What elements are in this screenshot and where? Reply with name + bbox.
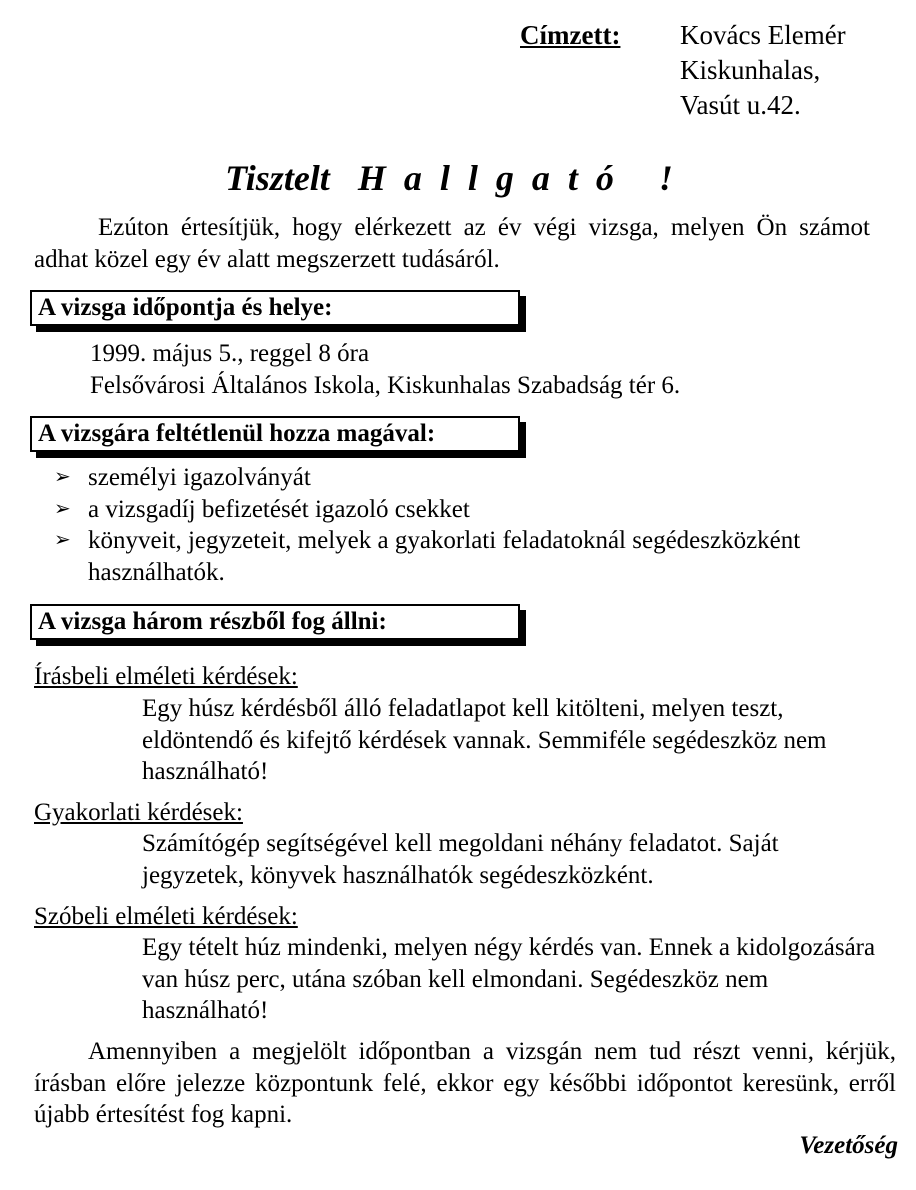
- list-item: ➢ könyveit, jegyzeteit, melyek a gyakorlati feladatoknál segédeszközként használhatók.: [54, 527, 801, 586]
- recipient-name: Kovács Elemér: [680, 20, 846, 50]
- written-part-text: Egy húsz kérdésből álló feladatlapot kell kitölteni, melyen teszt, eldöntendő és kifejtő kérdések vannak. Semmiféle segédeszköz nem használható!: [142, 695, 827, 785]
- recipient-block: [520, 18, 846, 123]
- closing-paragraph: Amennyiben a megjelölt időpontban a vizsgán nem tud részt venni, kérjük, írásban előre jelezze központunk felé, ekkor egy későbbi időpontot keresünk, erről újabb értesítést fog kapni.: [34, 1038, 896, 1128]
- arrow-bullet-icon: ➢: [54, 497, 71, 520]
- recipient-address: [680, 18, 846, 123]
- greeting-word1: Tisztelt: [225, 158, 330, 198]
- oral-part-title: Szóbeli elméleti kérdések:: [34, 903, 298, 930]
- section-time-place-title: A vizsga időpontja és helye:: [38, 294, 333, 321]
- recipient-label: Címzett:: [520, 20, 621, 50]
- practical-part-title: Gyakorlati kérdések:: [34, 799, 243, 826]
- recipient-street: Vasút u.42.: [680, 90, 801, 120]
- exam-location: Felsővárosi Általános Iskola, Kiskunhalas Szabadság tér 6.: [90, 371, 681, 399]
- section-parts-title: A vizsga három részből fog állni:: [38, 608, 387, 635]
- exam-date: 1999. május 5., reggel 8 óra: [90, 340, 370, 367]
- list-item: ➢ személyi igazolványát: [52, 462, 892, 494]
- greeting-title: [0, 156, 916, 200]
- arrow-bullet-icon: ➢: [54, 466, 71, 488]
- arrow-bullet-icon: ➢: [54, 529, 71, 551]
- list-item: ➢ a vizsgadíj befizetését igazoló csekket: [52, 494, 892, 526]
- time-place-details: [90, 338, 680, 401]
- section-time-place-heading: [30, 290, 520, 326]
- section-bring-heading: [30, 416, 520, 452]
- signature: Vezetőség: [799, 1132, 898, 1159]
- oral-part-text: Egy tételt húz mindenki, melyen négy kérdés van. Ennek a kidolgozására van húsz perc, utána szóban kell elmondani. Segédeszköz nem használható!: [142, 934, 876, 1024]
- greeting-word2: Hallgató !: [357, 158, 691, 198]
- section-parts-heading: [30, 604, 520, 640]
- written-part-title: Írásbeli elméleti kérdések:: [34, 663, 298, 690]
- section-bring-title: A vizsgára feltétlenül hozza magával:: [38, 420, 436, 447]
- practical-part-text: Számítógép segítségével kell megoldani néhány feladatot. Saját jegyzetek, könyvek használhatók segédeszközként.: [142, 830, 779, 889]
- bring-list: [52, 462, 892, 588]
- intro-paragraph: Ezúton értesítjük, hogy elérkezett az év végi vizsga, melyen Ön számot adhat közel egy év alatt megszerzett tudásáról.: [34, 214, 870, 273]
- recipient-city: Kiskunhalas,: [680, 55, 821, 85]
